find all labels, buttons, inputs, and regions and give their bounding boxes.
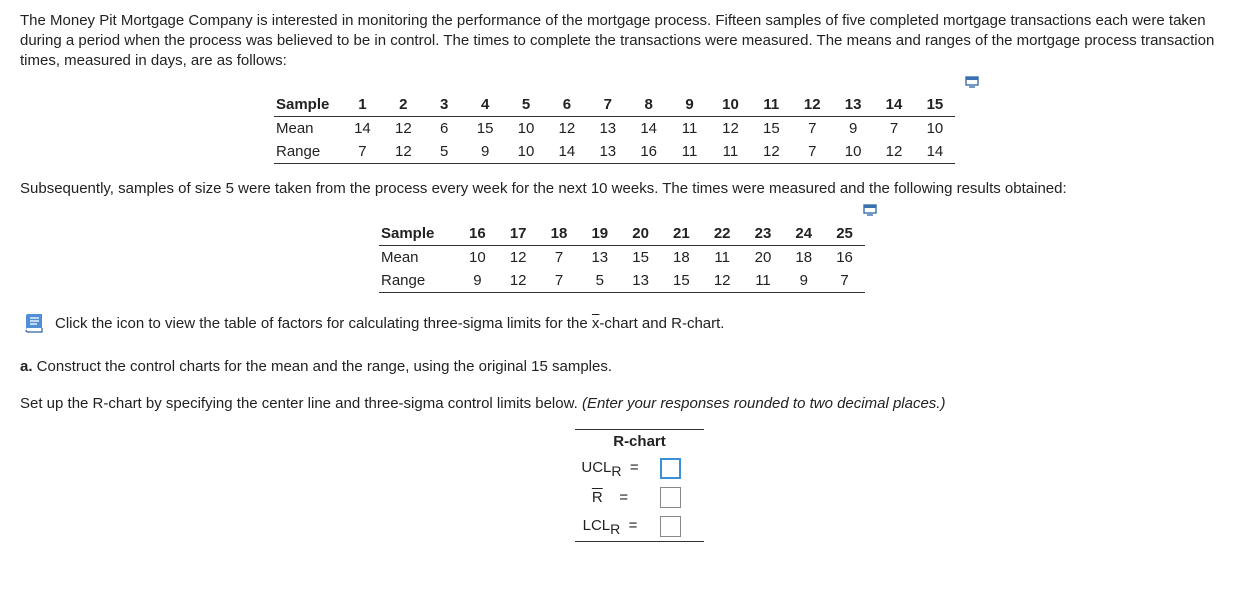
table-cell: 14 <box>640 120 658 137</box>
table-cell: 12 <box>792 92 833 117</box>
table-cell: 13 <box>833 92 874 117</box>
table-cell: 21 <box>661 221 702 246</box>
table-row-mean <box>379 246 865 270</box>
r-bar-input[interactable] <box>660 487 681 508</box>
table-cell: 15 <box>476 120 494 137</box>
table-row-mean <box>274 117 955 141</box>
table-cell: 5 <box>424 140 465 164</box>
center-row <box>575 483 704 512</box>
table-cell: 13 <box>599 120 617 137</box>
r-chart-answer-table <box>575 429 704 542</box>
table-cell: 1 <box>342 92 383 117</box>
table-cell: 13 <box>591 249 609 266</box>
table-cell: 20 <box>620 221 661 246</box>
table-row-range <box>274 140 955 164</box>
table-cell: 10 <box>833 140 874 164</box>
table-cell: 5 <box>579 269 620 293</box>
r-chart-title: R-chart <box>613 433 666 450</box>
table-cell: 6 <box>440 120 449 137</box>
table-cell: 6 <box>546 92 587 117</box>
table-cell: 14 <box>914 140 955 164</box>
table-cell: 16 <box>457 221 498 246</box>
ucl-label: $UCL_R$ = <box>581 458 639 479</box>
table-cell: 12 <box>394 120 412 137</box>
table-cell: 11 <box>710 140 751 164</box>
table-cell: 15 <box>632 249 649 266</box>
table-cell: 15 <box>763 120 780 137</box>
row-label: Mean <box>276 120 314 137</box>
table-cell: 20 <box>754 249 772 266</box>
table-cell: 3 <box>424 92 465 117</box>
table-cell: 13 <box>620 269 661 293</box>
table-cell: 7 <box>792 140 833 164</box>
row-label: Range <box>274 140 342 164</box>
ucl-r-input[interactable] <box>660 458 681 479</box>
center-label: $\overline{R}$ = <box>591 489 629 506</box>
table-cell: 12 <box>383 140 424 164</box>
table-cell: 7 <box>539 269 580 293</box>
ucl-row <box>575 454 704 483</box>
table-cell: 9 <box>457 269 498 293</box>
table-row-range <box>379 269 865 293</box>
table-cell: 11 <box>669 140 710 164</box>
table-cell: 12 <box>874 140 915 164</box>
table-cell: 17 <box>498 221 539 246</box>
table-cell: 10 <box>926 120 944 137</box>
setup-instruction: Set up the R-chart by specifying the center line and three-sigma control limits below. (Enter your responses rounded to two decimal places.) <box>20 395 946 412</box>
table-cell: 16 <box>628 140 669 164</box>
problem-intro: The Money Pit Mortgage Company is interested in monitoring the performance of the mortgage process. Fifteen samples of five completed mortgage transactions each were taken during a period when the process was believed to be in control. The times to complete the transactions were measured. The means and ranges of the mortgage process transaction times, measured in days, are as follows: <box>20 12 1215 69</box>
table-cell: 7 <box>554 249 564 266</box>
table-cell: 7 <box>342 140 383 164</box>
row-label: Sample <box>274 92 342 117</box>
factors-link-text: Click the icon to view the table of factors for calculating three-sigma limits for the $\overline{x}$-chart and R-chart. <box>55 314 725 332</box>
table-cell: 22 <box>702 221 743 246</box>
table-cell: 7 <box>808 120 817 137</box>
table-cell: 25 <box>824 221 865 246</box>
table-cell: 5 <box>506 92 547 117</box>
row-label: Sample <box>379 221 457 246</box>
table-cell: 9 <box>783 269 824 293</box>
lcl-r-input[interactable] <box>660 516 681 537</box>
table-cell: 7 <box>889 120 899 137</box>
table-cell: 16 <box>836 249 853 266</box>
factors-link-row <box>23 313 724 333</box>
table-cell: 7 <box>824 269 865 293</box>
table-cell: 15 <box>914 92 955 117</box>
row-label: Range <box>379 269 457 293</box>
table-cell: 2 <box>383 92 424 117</box>
copy-icon[interactable] <box>965 76 979 88</box>
table-cell: 8 <box>628 92 669 117</box>
table-cell: 9 <box>848 120 858 137</box>
table-cell: 10 <box>710 92 751 117</box>
table-cell: 10 <box>517 120 535 137</box>
table-cell: 9 <box>465 140 506 164</box>
table-cell: 9 <box>669 92 710 117</box>
table-cell: 19 <box>579 221 620 246</box>
table-cell: 14 <box>546 140 587 164</box>
table-cell: 13 <box>587 140 628 164</box>
table-header-row <box>274 92 955 117</box>
lcl-row <box>575 512 704 541</box>
table-cell: 14 <box>874 92 915 117</box>
table-cell: 23 <box>743 221 784 246</box>
table-cell: 15 <box>661 269 702 293</box>
table-header-row <box>379 221 865 246</box>
table-cell: 11 <box>681 120 698 137</box>
table-cell: 11 <box>743 269 784 293</box>
table-cell: 12 <box>702 269 743 293</box>
table-cell: 12 <box>509 249 527 266</box>
subsequent-samples-table <box>379 221 865 293</box>
table-cell: 10 <box>469 249 486 266</box>
book-icon[interactable] <box>23 313 45 333</box>
table-cell: 12 <box>498 269 539 293</box>
table-cell: 14 <box>354 120 371 137</box>
table-cell: 18 <box>795 249 813 266</box>
table-cell: 24 <box>783 221 824 246</box>
table-cell: 11 <box>714 249 730 266</box>
table-cell: 10 <box>506 140 547 164</box>
lcl-label: $LCL_R$ = <box>582 516 638 537</box>
table-cell: 12 <box>558 120 576 137</box>
copy-icon[interactable] <box>863 204 877 216</box>
table-cell: 12 <box>722 120 739 137</box>
table-cell: 18 <box>539 221 580 246</box>
table-cell: 11 <box>751 92 792 117</box>
table-cell: 7 <box>587 92 628 117</box>
row-label: Mean <box>381 249 419 266</box>
table-cell: 4 <box>465 92 506 117</box>
table-cell: 12 <box>751 140 792 164</box>
subsequent-text: Subsequently, samples of size 5 were taken from the process every week for the next 10 weeks. The times were measured and the following results obtained: <box>20 180 1067 197</box>
table-cell: 18 <box>673 249 690 266</box>
original-samples-table <box>274 92 955 164</box>
part-a-question: a. Construct the control charts for the mean and the range, using the original 15 samples. <box>20 358 613 375</box>
